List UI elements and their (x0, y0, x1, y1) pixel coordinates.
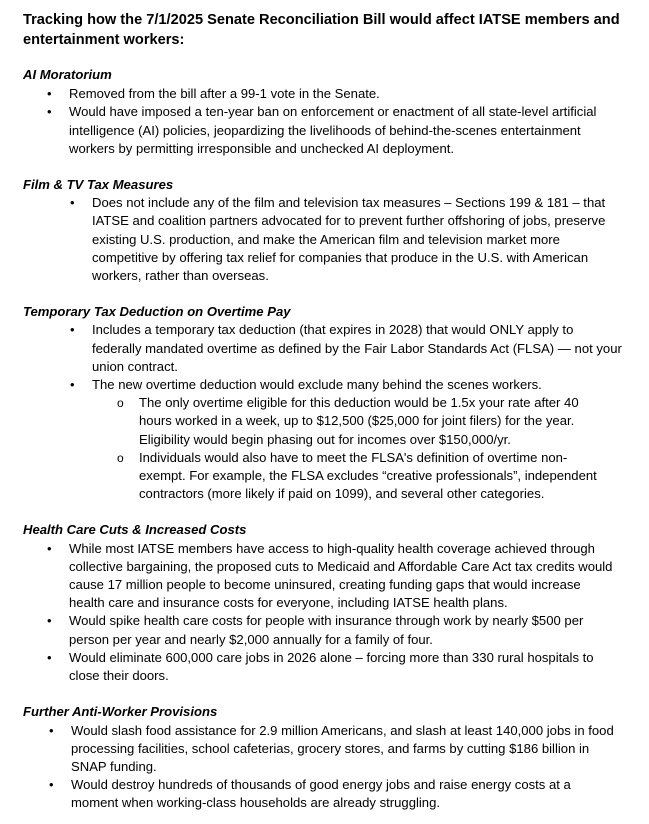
bullet-list (0, 722, 649, 813)
section-overtime-deduction (0, 303, 649, 503)
section-ai-moratorium (0, 66, 649, 158)
list-item-text: The new overtime deduction would exclude many behind the scenes workers. (92, 377, 542, 393)
sub-list-item: o Individuals would also have to meet the FLSA's definition of overtime non-exempt. For example, the FLSA excludes “creative professionals”, independent contractors (more likely if paid on 1099), and several other categories. (139, 449, 609, 504)
section-health-care (0, 521, 649, 685)
list-item: • While most IATSE members have access to high-quality health coverage achieved through collective bargaining, the proposed cuts to Medicaid and Affordable Care Act tax credits would cause 17 million people to become uninsured, creating funding gaps that would increase health care and insurance costs for everyone, including IATSE health plans. (69, 540, 619, 613)
bullet-list (0, 321, 649, 503)
section-heading: Temporary Tax Deduction on Overtime Pay (23, 304, 291, 320)
section-heading: Health Care Cuts & Increased Costs (23, 522, 247, 538)
list-item: • Would destroy hundreds of thousands of good energy jobs and raise energy costs at a moment when working-class households are already struggling. (71, 776, 621, 812)
section-film-tv-tax (0, 176, 649, 285)
list-item: • Includes a temporary tax deduction (that expires in 2028) that would ONLY apply to federally mandated overtime as defined by the Fair Labor Standards Act (FLSA) — not your union contract. (92, 321, 624, 376)
bullet-list (0, 194, 649, 285)
sub-list-item: o The only overtime eligible for this deduction would be 1.5x your rate after 40 hours worked in a week, up to $12,500 ($25,000 for joint filers) for the year. Eligibility would begin phasing out for incomes over $150,000/yr. (139, 394, 609, 449)
sub-bullet-list (92, 394, 624, 503)
section-anti-worker (0, 703, 649, 812)
bullet-list (0, 85, 649, 158)
list-item: • Would spike health care costs for people with insurance through work by nearly $500 per person per year and nearly $2,000 annually for a family of four. (69, 612, 619, 648)
bullet-list (0, 540, 649, 686)
list-item (92, 376, 624, 503)
list-item: • Does not include any of the film and television tax measures – Sections 199 & 181 – that IATSE and coalition partners advocated for to prevent further offshoring of jobs, preserve existing U.S. production, and make the American film and television market more competitive by offering tax relief for companies that produce in the U.S. with American workers, rather than overseas. (92, 194, 624, 285)
section-heading: Film & TV Tax Measures (23, 177, 174, 193)
list-item: • Would eliminate 600,000 care jobs in 2026 alone – forcing more than 330 rural hospitals to close their doors. (69, 649, 619, 685)
list-item: • Removed from the bill after a 99-1 vote in the Senate. (69, 85, 614, 103)
list-item: • Would have imposed a ten-year ban on enforcement or enactment of all state-level artificial intelligence (AI) policies, jeopardizing the livelihoods of behind-the-scenes entertainment workers by permitting irresponsible and unchecked AI deployment. (69, 103, 614, 158)
document-title: Tracking how the 7/1/2025 Senate Reconciliation Bill would affect IATSE members and entertainment workers: (23, 12, 620, 48)
list-item: • Would slash food assistance for 2.9 million Americans, and slash at least 140,000 jobs in food processing facilities, school cafeterias, grocery stores, and farms by cutting $186 billion in SNAP funding. (71, 722, 621, 777)
section-heading: AI Moratorium (23, 67, 112, 82)
section-heading: Further Anti-Worker Provisions (23, 704, 218, 720)
